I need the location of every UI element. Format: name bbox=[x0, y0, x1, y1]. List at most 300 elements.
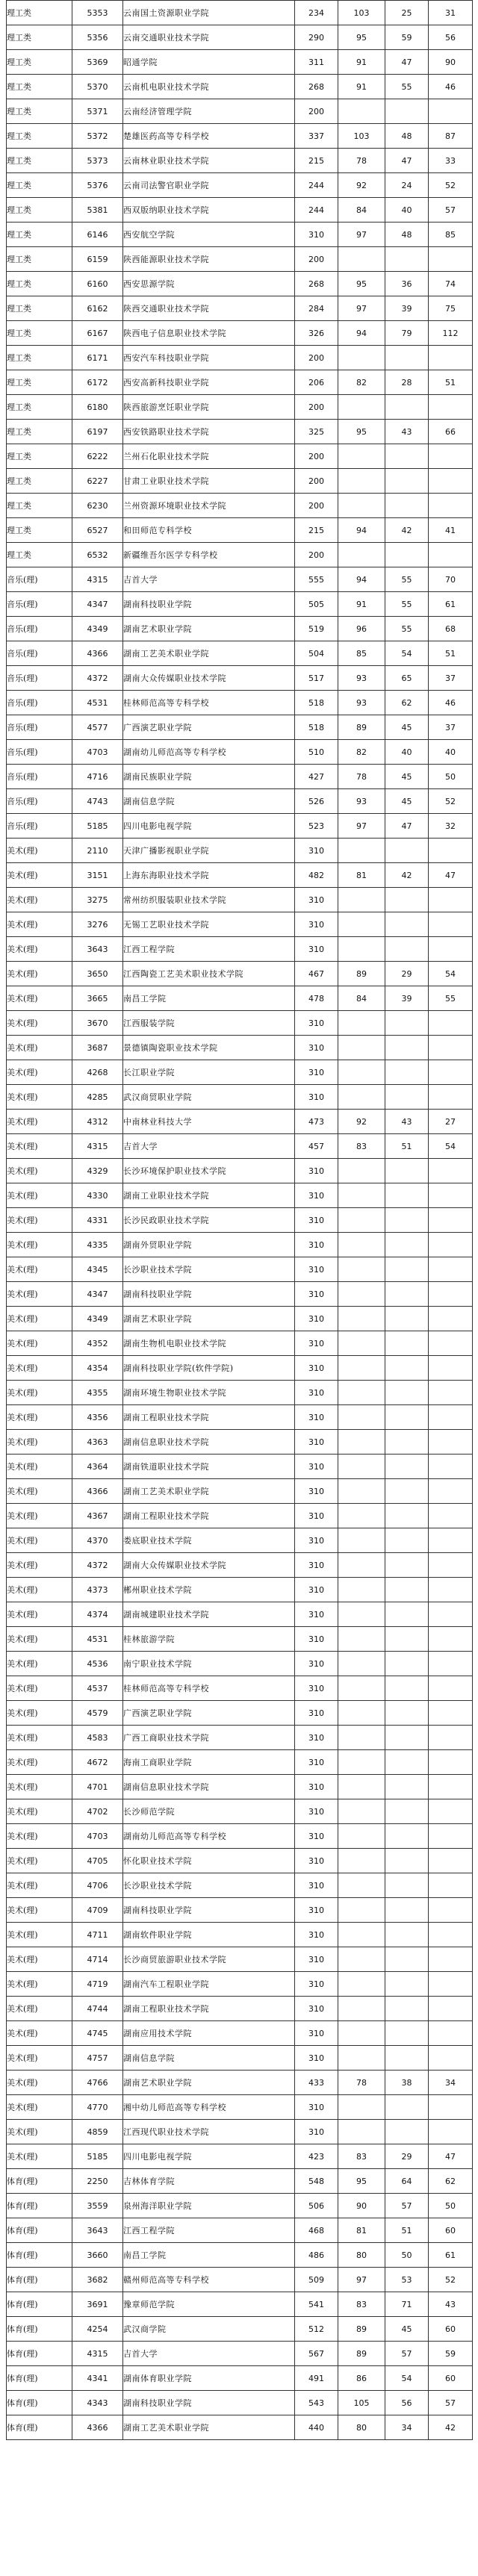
score-cell-3: 66 bbox=[429, 420, 473, 444]
school-name-cell: 长沙师范学院 bbox=[123, 1799, 295, 1824]
category-cell: 美术(理) bbox=[7, 1307, 72, 1331]
table-row bbox=[7, 149, 473, 173]
school-name-cell: 湖南民族职业学院 bbox=[123, 765, 295, 789]
score-cell-1 bbox=[338, 888, 385, 912]
score-cell-1 bbox=[338, 1479, 385, 1504]
school-name-cell: 西安铁路职业技术学院 bbox=[123, 420, 295, 444]
school-code-cell: 4372 bbox=[72, 666, 123, 691]
category-cell: 美术(理) bbox=[7, 1997, 72, 2021]
score-cell-3 bbox=[429, 1750, 473, 1775]
score-cell-2: 39 bbox=[385, 296, 429, 321]
score-cell-1 bbox=[338, 1183, 385, 1208]
score-cell-3 bbox=[429, 1553, 473, 1578]
school-code-cell: 4743 bbox=[72, 789, 123, 814]
category-cell: 美术(理) bbox=[7, 2071, 72, 2095]
category-cell: 美术(理) bbox=[7, 2021, 72, 2046]
school-code-cell: 5381 bbox=[72, 198, 123, 223]
school-code-cell: 4347 bbox=[72, 1282, 123, 1307]
score-cell-3 bbox=[429, 1602, 473, 1627]
score-cell-3 bbox=[429, 444, 473, 469]
score-cell-1 bbox=[338, 1011, 385, 1036]
min-score-cell: 310 bbox=[295, 1578, 338, 1602]
score-cell-3 bbox=[429, 2120, 473, 2144]
category-cell: 美术(理) bbox=[7, 1430, 72, 1455]
score-cell-2: 57 bbox=[385, 2342, 429, 2366]
school-name-cell: 湖南铁道职业技术学院 bbox=[123, 1455, 295, 1479]
score-cell-2: 40 bbox=[385, 740, 429, 765]
score-cell-2 bbox=[385, 937, 429, 962]
min-score-cell: 567 bbox=[295, 2342, 338, 2366]
category-cell: 美术(理) bbox=[7, 1578, 72, 1602]
score-cell-3: 87 bbox=[429, 124, 473, 149]
min-score-cell: 310 bbox=[295, 1381, 338, 1405]
school-name-cell: 云南司法警官职业学院 bbox=[123, 173, 295, 198]
category-cell: 美术(理) bbox=[7, 1233, 72, 1257]
category-cell: 美术(理) bbox=[7, 1504, 72, 1528]
school-code-cell: 3643 bbox=[72, 2218, 123, 2243]
school-code-cell: 6159 bbox=[72, 247, 123, 272]
score-cell-1 bbox=[338, 1257, 385, 1282]
school-code-cell: 5371 bbox=[72, 99, 123, 124]
min-score-cell: 215 bbox=[295, 518, 338, 543]
school-name-cell: 长沙民政职业技术学院 bbox=[123, 1208, 295, 1233]
school-code-cell: 4703 bbox=[72, 740, 123, 765]
score-cell-2: 64 bbox=[385, 2169, 429, 2194]
score-cell-2 bbox=[385, 1381, 429, 1405]
min-score-cell: 290 bbox=[295, 25, 338, 50]
score-cell-1 bbox=[338, 543, 385, 567]
school-code-cell: 4370 bbox=[72, 1528, 123, 1553]
school-name-cell: 上海东海职业技术学院 bbox=[123, 863, 295, 888]
school-code-cell: 4703 bbox=[72, 1824, 123, 1849]
score-cell-1 bbox=[338, 937, 385, 962]
school-code-cell: 5376 bbox=[72, 173, 123, 198]
category-cell: 美术(理) bbox=[7, 1011, 72, 1036]
score-cell-3 bbox=[429, 1430, 473, 1455]
score-cell-3: 90 bbox=[429, 50, 473, 75]
score-cell-2 bbox=[385, 1528, 429, 1553]
min-score-cell: 310 bbox=[295, 1627, 338, 1652]
school-code-cell: 3665 bbox=[72, 986, 123, 1011]
score-cell-3: 60 bbox=[429, 2366, 473, 2391]
score-cell-1 bbox=[338, 1824, 385, 1849]
category-cell: 理工类 bbox=[7, 223, 72, 247]
school-name-cell: 南昌工学院 bbox=[123, 986, 295, 1011]
score-cell-3 bbox=[429, 1676, 473, 1701]
table-row bbox=[7, 962, 473, 986]
category-cell: 理工类 bbox=[7, 25, 72, 50]
min-score-cell: 310 bbox=[295, 937, 338, 962]
score-cell-2: 42 bbox=[385, 863, 429, 888]
school-name-cell: 四川电影电视学院 bbox=[123, 2144, 295, 2169]
school-name-cell: 吉林体育学院 bbox=[123, 2169, 295, 2194]
school-name-cell: 湖南信息学院 bbox=[123, 2046, 295, 2071]
score-cell-2 bbox=[385, 1652, 429, 1676]
score-cell-1 bbox=[338, 2095, 385, 2120]
score-cell-2 bbox=[385, 1849, 429, 1873]
table-row bbox=[7, 1676, 473, 1701]
table-row bbox=[7, 1504, 473, 1528]
category-cell: 理工类 bbox=[7, 124, 72, 149]
school-code-cell: 4705 bbox=[72, 1849, 123, 1873]
school-name-cell: 桂林师范高等专科学校 bbox=[123, 691, 295, 715]
category-cell: 理工类 bbox=[7, 247, 72, 272]
category-cell: 理工类 bbox=[7, 50, 72, 75]
score-cell-3: 55 bbox=[429, 986, 473, 1011]
category-cell: 美术(理) bbox=[7, 1257, 72, 1282]
school-name-cell: 常州纺织服装职业技术学院 bbox=[123, 888, 295, 912]
category-cell: 音乐(理) bbox=[7, 740, 72, 765]
category-cell: 理工类 bbox=[7, 296, 72, 321]
score-cell-3: 52 bbox=[429, 2268, 473, 2292]
min-score-cell: 200 bbox=[295, 99, 338, 124]
category-cell: 美术(理) bbox=[7, 2120, 72, 2144]
score-cell-2: 54 bbox=[385, 2366, 429, 2391]
score-cell-2: 25 bbox=[385, 1, 429, 25]
school-code-cell: 6197 bbox=[72, 420, 123, 444]
category-cell: 美术(理) bbox=[7, 1479, 72, 1504]
score-cell-2 bbox=[385, 1775, 429, 1799]
min-score-cell: 310 bbox=[295, 912, 338, 937]
score-cell-2: 51 bbox=[385, 1134, 429, 1159]
min-score-cell: 310 bbox=[295, 223, 338, 247]
min-score-cell: 310 bbox=[295, 1233, 338, 1257]
school-name-cell: 湖南信息职业技术学院 bbox=[123, 1430, 295, 1455]
school-code-cell: 4345 bbox=[72, 1257, 123, 1282]
school-name-cell: 陕西能源职业技术学院 bbox=[123, 247, 295, 272]
category-cell: 音乐(理) bbox=[7, 814, 72, 839]
school-code-cell: 4285 bbox=[72, 1085, 123, 1110]
score-cell-1: 94 bbox=[338, 518, 385, 543]
score-cell-1 bbox=[338, 1676, 385, 1701]
min-score-cell: 543 bbox=[295, 2391, 338, 2415]
table-row bbox=[7, 1627, 473, 1652]
score-cell-1 bbox=[338, 1923, 385, 1947]
school-name-cell: 赣州师范高等专科学校 bbox=[123, 2268, 295, 2292]
score-cell-1 bbox=[338, 1947, 385, 1972]
table-row bbox=[7, 2169, 473, 2194]
score-cell-2: 47 bbox=[385, 50, 429, 75]
min-score-cell: 284 bbox=[295, 296, 338, 321]
table-body bbox=[7, 1, 473, 2440]
min-score-cell: 518 bbox=[295, 715, 338, 740]
score-cell-3: 51 bbox=[429, 641, 473, 666]
score-cell-3 bbox=[429, 1972, 473, 1997]
category-cell: 美术(理) bbox=[7, 1085, 72, 1110]
score-cell-1: 82 bbox=[338, 370, 385, 395]
table-row bbox=[7, 1331, 473, 1356]
score-cell-2 bbox=[385, 912, 429, 937]
table-row bbox=[7, 1652, 473, 1676]
score-cell-2: 43 bbox=[385, 1110, 429, 1134]
score-cell-3: 50 bbox=[429, 2194, 473, 2218]
score-cell-3 bbox=[429, 1159, 473, 1183]
category-cell: 美术(理) bbox=[7, 1726, 72, 1750]
min-score-cell: 310 bbox=[295, 1799, 338, 1824]
table-row bbox=[7, 346, 473, 370]
min-score-cell: 310 bbox=[295, 1208, 338, 1233]
score-cell-1 bbox=[338, 1799, 385, 1824]
table-row bbox=[7, 75, 473, 99]
table-row bbox=[7, 543, 473, 567]
school-name-cell: 云南林业职业技术学院 bbox=[123, 149, 295, 173]
school-code-cell: 4744 bbox=[72, 1997, 123, 2021]
score-cell-3 bbox=[429, 1504, 473, 1528]
score-cell-3: 70 bbox=[429, 567, 473, 592]
score-cell-2: 39 bbox=[385, 986, 429, 1011]
school-name-cell: 湖南汽车工程职业学院 bbox=[123, 1972, 295, 1997]
table-row bbox=[7, 1183, 473, 1208]
category-cell: 美术(理) bbox=[7, 1381, 72, 1405]
school-name-cell: 昭通学院 bbox=[123, 50, 295, 75]
score-cell-3: 33 bbox=[429, 149, 473, 173]
min-score-cell: 310 bbox=[295, 1011, 338, 1036]
score-cell-2: 45 bbox=[385, 715, 429, 740]
category-cell: 理工类 bbox=[7, 75, 72, 99]
category-cell: 理工类 bbox=[7, 395, 72, 420]
min-score-cell: 310 bbox=[295, 1652, 338, 1676]
score-cell-2: 45 bbox=[385, 765, 429, 789]
school-name-cell: 湖南信息学院 bbox=[123, 789, 295, 814]
category-cell: 美术(理) bbox=[7, 1750, 72, 1775]
score-cell-2 bbox=[385, 1307, 429, 1331]
score-cell-3: 34 bbox=[429, 2071, 473, 2095]
min-score-cell: 310 bbox=[295, 1849, 338, 1873]
score-cell-3 bbox=[429, 1824, 473, 1849]
category-cell: 体育(理) bbox=[7, 2243, 72, 2268]
score-cell-2: 53 bbox=[385, 2268, 429, 2292]
score-cell-2: 29 bbox=[385, 962, 429, 986]
score-cell-2 bbox=[385, 1455, 429, 1479]
school-name-cell: 南昌工学院 bbox=[123, 2243, 295, 2268]
score-cell-3: 43 bbox=[429, 2292, 473, 2317]
score-cell-3 bbox=[429, 1528, 473, 1553]
category-cell: 美术(理) bbox=[7, 1455, 72, 1479]
score-cell-2 bbox=[385, 1553, 429, 1578]
score-cell-1 bbox=[338, 1430, 385, 1455]
school-name-cell: 湖南信息职业技术学院 bbox=[123, 1775, 295, 1799]
table-row bbox=[7, 2317, 473, 2342]
score-cell-1 bbox=[338, 2046, 385, 2071]
category-cell: 理工类 bbox=[7, 173, 72, 198]
school-code-cell: 4367 bbox=[72, 1504, 123, 1528]
school-code-cell: 4536 bbox=[72, 1652, 123, 1676]
school-name-cell: 广西演艺职业学院 bbox=[123, 715, 295, 740]
category-cell: 美术(理) bbox=[7, 1331, 72, 1356]
school-name-cell: 湖南外贸职业学院 bbox=[123, 1233, 295, 1257]
score-cell-3 bbox=[429, 346, 473, 370]
min-score-cell: 310 bbox=[295, 1455, 338, 1479]
score-cell-2 bbox=[385, 1183, 429, 1208]
school-code-cell: 4711 bbox=[72, 1923, 123, 1947]
school-code-cell: 4363 bbox=[72, 1430, 123, 1455]
school-name-cell: 湖南软件职业学院 bbox=[123, 1923, 295, 1947]
school-name-cell: 湖南生物机电职业技术学院 bbox=[123, 1331, 295, 1356]
score-cell-2 bbox=[385, 1726, 429, 1750]
school-code-cell: 6222 bbox=[72, 444, 123, 469]
score-cell-1: 95 bbox=[338, 2169, 385, 2194]
score-cell-1: 80 bbox=[338, 2415, 385, 2440]
score-cell-3 bbox=[429, 2046, 473, 2071]
table-row bbox=[7, 494, 473, 518]
school-name-cell: 吉首大学 bbox=[123, 2342, 295, 2366]
score-cell-3 bbox=[429, 494, 473, 518]
score-cell-2 bbox=[385, 1405, 429, 1430]
school-code-cell: 3650 bbox=[72, 962, 123, 986]
score-cell-1: 92 bbox=[338, 173, 385, 198]
school-name-cell: 陕西旅游烹饪职业学院 bbox=[123, 395, 295, 420]
score-cell-1 bbox=[338, 1578, 385, 1602]
school-code-cell: 6146 bbox=[72, 223, 123, 247]
min-score-cell: 200 bbox=[295, 469, 338, 494]
category-cell: 美术(理) bbox=[7, 1183, 72, 1208]
score-cell-1: 95 bbox=[338, 272, 385, 296]
school-code-cell: 5372 bbox=[72, 124, 123, 149]
score-cell-1: 83 bbox=[338, 2292, 385, 2317]
min-score-cell: 541 bbox=[295, 2292, 338, 2317]
score-cell-3: 50 bbox=[429, 765, 473, 789]
table-row bbox=[7, 124, 473, 149]
score-cell-2 bbox=[385, 2120, 429, 2144]
score-cell-3: 74 bbox=[429, 272, 473, 296]
min-score-cell: 311 bbox=[295, 50, 338, 75]
category-cell: 美术(理) bbox=[7, 912, 72, 937]
table-row bbox=[7, 444, 473, 469]
score-cell-2 bbox=[385, 1898, 429, 1923]
category-cell: 美术(理) bbox=[7, 2095, 72, 2120]
school-name-cell: 武汉商贸职业学院 bbox=[123, 1085, 295, 1110]
school-code-cell: 3682 bbox=[72, 2268, 123, 2292]
school-name-cell: 云南机电职业技术学院 bbox=[123, 75, 295, 99]
category-cell: 体育(理) bbox=[7, 2194, 72, 2218]
school-code-cell: 4349 bbox=[72, 1307, 123, 1331]
score-cell-1 bbox=[338, 1331, 385, 1356]
table-row bbox=[7, 1134, 473, 1159]
score-cell-1: 78 bbox=[338, 765, 385, 789]
table-row bbox=[7, 1430, 473, 1455]
min-score-cell: 457 bbox=[295, 1134, 338, 1159]
school-code-cell: 6527 bbox=[72, 518, 123, 543]
school-name-cell: 江西现代职业技术学院 bbox=[123, 2120, 295, 2144]
min-score-cell: 206 bbox=[295, 370, 338, 395]
school-code-cell: 4372 bbox=[72, 1553, 123, 1578]
min-score-cell: 310 bbox=[295, 839, 338, 863]
school-name-cell: 甘肃工业职业技术学院 bbox=[123, 469, 295, 494]
score-cell-1 bbox=[338, 1652, 385, 1676]
school-code-cell: 3276 bbox=[72, 912, 123, 937]
school-code-cell: 3559 bbox=[72, 2194, 123, 2218]
score-cell-1 bbox=[338, 1701, 385, 1726]
score-cell-2 bbox=[385, 469, 429, 494]
school-name-cell: 吉首大学 bbox=[123, 1134, 295, 1159]
score-cell-3 bbox=[429, 1898, 473, 1923]
table-row bbox=[7, 1159, 473, 1183]
score-cell-2 bbox=[385, 494, 429, 518]
category-cell: 美术(理) bbox=[7, 888, 72, 912]
score-cell-2 bbox=[385, 1750, 429, 1775]
score-cell-3: 46 bbox=[429, 75, 473, 99]
score-cell-3 bbox=[429, 1479, 473, 1504]
category-cell: 美术(理) bbox=[7, 1134, 72, 1159]
score-cell-1 bbox=[338, 1085, 385, 1110]
category-cell: 美术(理) bbox=[7, 2144, 72, 2169]
category-cell: 体育(理) bbox=[7, 2342, 72, 2366]
school-code-cell: 4672 bbox=[72, 1750, 123, 1775]
min-score-cell: 310 bbox=[295, 1307, 338, 1331]
table-row bbox=[7, 1479, 473, 1504]
table-row bbox=[7, 691, 473, 715]
min-score-cell: 310 bbox=[295, 1873, 338, 1898]
table-row bbox=[7, 272, 473, 296]
school-name-cell: 湖南城建职业技术学院 bbox=[123, 1602, 295, 1627]
school-name-cell: 西安航空学院 bbox=[123, 223, 295, 247]
school-name-cell: 兰州资源环境职业技术学院 bbox=[123, 494, 295, 518]
score-cell-1: 81 bbox=[338, 863, 385, 888]
score-cell-2: 48 bbox=[385, 223, 429, 247]
school-name-cell: 长沙商贸旅游职业技术学院 bbox=[123, 1947, 295, 1972]
score-cell-1 bbox=[338, 1405, 385, 1430]
school-code-cell: 4356 bbox=[72, 1405, 123, 1430]
category-cell: 美术(理) bbox=[7, 1159, 72, 1183]
table-row bbox=[7, 715, 473, 740]
min-score-cell: 310 bbox=[295, 1898, 338, 1923]
score-cell-3: 41 bbox=[429, 518, 473, 543]
table-row bbox=[7, 740, 473, 765]
score-cell-2: 47 bbox=[385, 149, 429, 173]
score-cell-2: 50 bbox=[385, 2243, 429, 2268]
score-cell-2 bbox=[385, 1159, 429, 1183]
table-row bbox=[7, 1233, 473, 1257]
category-cell: 美术(理) bbox=[7, 986, 72, 1011]
table-row bbox=[7, 1528, 473, 1553]
score-cell-2: 24 bbox=[385, 173, 429, 198]
score-cell-3 bbox=[429, 1356, 473, 1381]
school-name-cell: 桂林师范高等专科学校 bbox=[123, 1676, 295, 1701]
score-cell-1 bbox=[338, 1504, 385, 1528]
score-cell-3: 47 bbox=[429, 2144, 473, 2169]
score-cell-2: 56 bbox=[385, 2391, 429, 2415]
score-cell-2: 28 bbox=[385, 370, 429, 395]
score-cell-3 bbox=[429, 1652, 473, 1676]
category-cell: 体育(理) bbox=[7, 2415, 72, 2440]
score-cell-1: 89 bbox=[338, 962, 385, 986]
school-name-cell: 湖南工业职业技术学院 bbox=[123, 1183, 295, 1208]
score-cell-3 bbox=[429, 1873, 473, 1898]
category-cell: 美术(理) bbox=[7, 1553, 72, 1578]
score-cell-3 bbox=[429, 1997, 473, 2021]
score-cell-1: 89 bbox=[338, 2317, 385, 2342]
score-cell-1: 97 bbox=[338, 223, 385, 247]
score-cell-1: 96 bbox=[338, 617, 385, 641]
school-code-cell: 4579 bbox=[72, 1701, 123, 1726]
min-score-cell: 486 bbox=[295, 2243, 338, 2268]
score-cell-2: 79 bbox=[385, 321, 429, 346]
table-row bbox=[7, 617, 473, 641]
table-row bbox=[7, 863, 473, 888]
school-name-cell: 长沙职业技术学院 bbox=[123, 1257, 295, 1282]
school-code-cell: 6171 bbox=[72, 346, 123, 370]
score-cell-3 bbox=[429, 1578, 473, 1602]
score-cell-3 bbox=[429, 99, 473, 124]
score-cell-2: 40 bbox=[385, 198, 429, 223]
table-row bbox=[7, 1036, 473, 1060]
score-cell-2: 55 bbox=[385, 592, 429, 617]
score-cell-3 bbox=[429, 1060, 473, 1085]
school-name-cell: 豫章师范学院 bbox=[123, 2292, 295, 2317]
score-cell-3: 112 bbox=[429, 321, 473, 346]
min-score-cell: 200 bbox=[295, 444, 338, 469]
category-cell: 理工类 bbox=[7, 149, 72, 173]
